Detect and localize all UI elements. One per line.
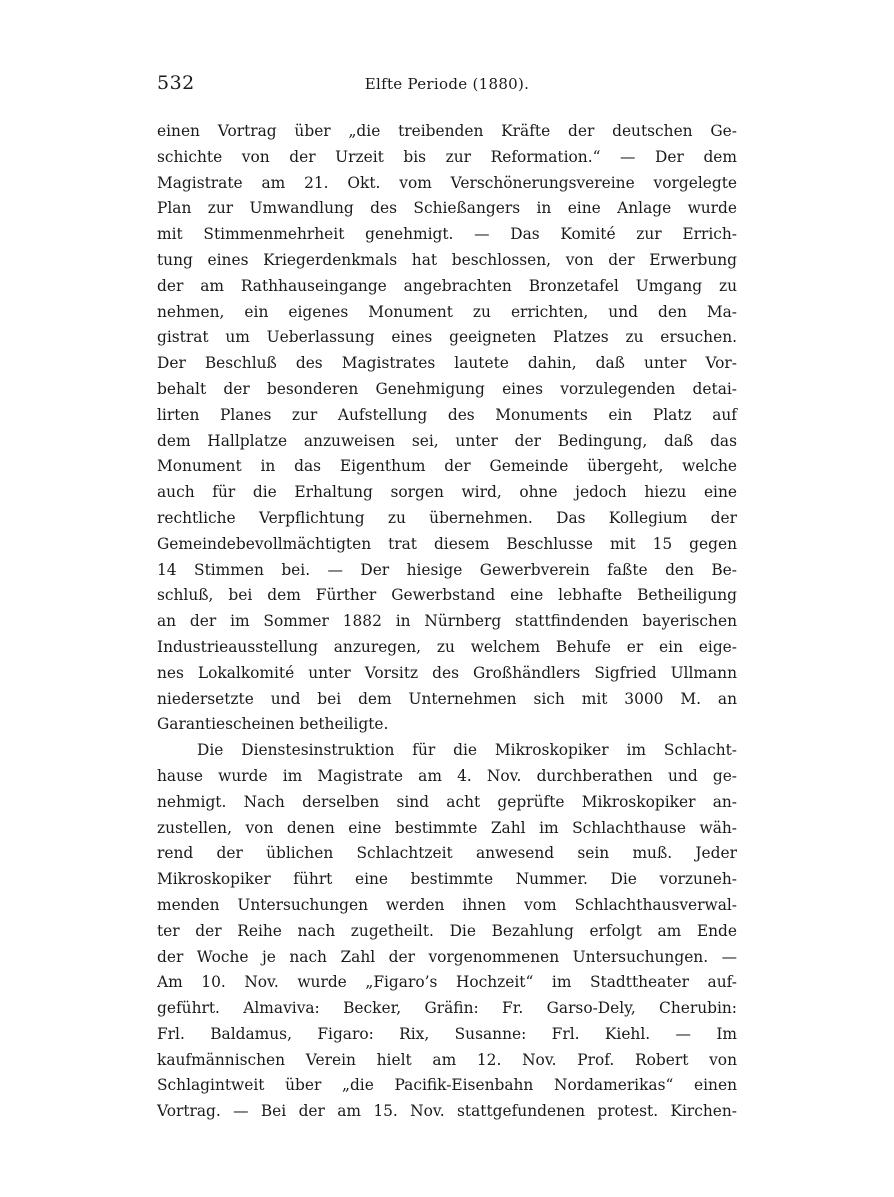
text-line: kaufmännischen Verein hielt am 12. Nov. Prof. Robert von (157, 1050, 737, 1069)
text-line: Gemeindebevollmächtigten trat diesem Beschlusse mit 15 gegen (157, 534, 737, 553)
text-line: Frl. Baldamus, Figaro: Rix, Susanne: Frl. Kiehl. — Im (157, 1024, 737, 1043)
paragraph (157, 119, 737, 738)
text-line: Plan zur Umwandlung des Schießangers in eine Anlage wurde (157, 199, 737, 218)
text-line: lirten Planes zur Aufstellung des Monuments ein Platz auf (157, 405, 737, 424)
text-line: niedersetzte und bei dem Unternehmen sich mit 3000 M. an (157, 689, 737, 708)
body-text (157, 119, 737, 1125)
text-line: Monument in das Eigenthum der Gemeinde übergeht, welche (157, 457, 737, 476)
text-line: nehmigt. Nach derselben sind acht geprüfte Mikroskopiker an- (157, 792, 737, 811)
text-line: nehmen, ein eigenes Monument zu errichten, und den Ma- (157, 302, 737, 321)
page-number: 532 (157, 72, 195, 94)
text-line: Am 10. Nov. wurde „Figaro’s Hochzeit“ im Stadttheater auf- (157, 973, 737, 992)
text-line: gistrat um Ueberlassung eines geeigneten Platzes zu ersuchen. (157, 328, 737, 347)
text-line: hause wurde im Magistrate am 4. Nov. durchberathen und ge- (157, 766, 737, 785)
text-line: menden Untersuchungen werden ihnen vom Schlachthausverwal- (157, 895, 737, 914)
text-line: tung eines Kriegerdenkmals hat beschlossen, von der Erwerbung (157, 250, 737, 269)
text-line: Mikroskopiker führt eine bestimmte Nummer. Die vorzuneh- (157, 870, 737, 889)
page-header (157, 72, 737, 102)
text-line: mit Stimmenmehrheit genehmigt. — Das Komité zur Errich- (157, 225, 737, 244)
text-line: behalt der besonderen Genehmigung eines vorzulegenden detai- (157, 379, 737, 398)
running-title: Elfte Periode (1880). (364, 75, 530, 93)
text-line: zustellen, von denen eine bestimmte Zahl im Schlachthause wäh- (157, 818, 737, 837)
text-line: geführt. Almaviva: Becker, Gräfin: Fr. Garso-Dely, Cherubin: (157, 999, 737, 1018)
text-line: rechtliche Verpflichtung zu übernehmen. Das Kollegium der (157, 508, 737, 527)
text-line: einen Vortrag über „die treibenden Kräfte der deutschen Ge- (157, 122, 737, 140)
text-line: rend der üblichen Schlachtzeit anwesend sein muß. Jeder (157, 844, 737, 863)
text-line: dem Hallplatze anzuweisen sei, unter der Bedingung, daß das (157, 431, 737, 450)
text-line: Vortrag. — Bei der am 15. Nov. stattgefundenen protest. Kirchen- (157, 1102, 737, 1121)
text-line: ter der Reihe nach zugetheilt. Die Bezahlung erfolgt am Ende (157, 921, 737, 940)
text-line: schluß, bei dem Fürther Gewerbstand eine lebhafte Betheiligung (157, 586, 737, 605)
text-line: auch für die Erhaltung sorgen wird, ohne jedoch hiezu eine (157, 483, 737, 502)
text-line: der am Rathhauseingange angebrachten Bronzetafel Umgang zu (157, 276, 737, 295)
text-line: Die Dienstesinstruktion für die Mikroskopiker im Schlacht- (197, 741, 737, 760)
paragraph (157, 738, 737, 1125)
text-line: Schlagintweit über „die Pacifik-Eisenbahn Nordamerikas“ einen (157, 1076, 737, 1095)
text-line: nes Lokalkomité unter Vorsitz des Großhändlers Sigfried Ullmann (157, 663, 737, 682)
text-line: 14 Stimmen bei. — Der hiesige Gewerbverein faßte den Be- (157, 560, 737, 579)
text-line: Der Beschluß des Magistrates lautete dahin, daß unter Vor- (157, 354, 737, 373)
text-line: der Woche je nach Zahl der vorgenommenen Untersuchungen. — (157, 947, 737, 966)
text-line: Magistrate am 21. Okt. vom Verschönerungsvereine vorgelegte (157, 173, 737, 192)
text-line: schichte von der Urzeit bis zur Reformation.“ — Der dem (157, 147, 737, 166)
text-line: Garantiescheinen betheiligte. (157, 715, 389, 734)
text-line: Industrieausstellung anzuregen, zu welchem Behufe er ein eige- (157, 637, 737, 656)
text-line: an der im Sommer 1882 in Nürnberg stattfindenden bayerischen (157, 612, 737, 631)
